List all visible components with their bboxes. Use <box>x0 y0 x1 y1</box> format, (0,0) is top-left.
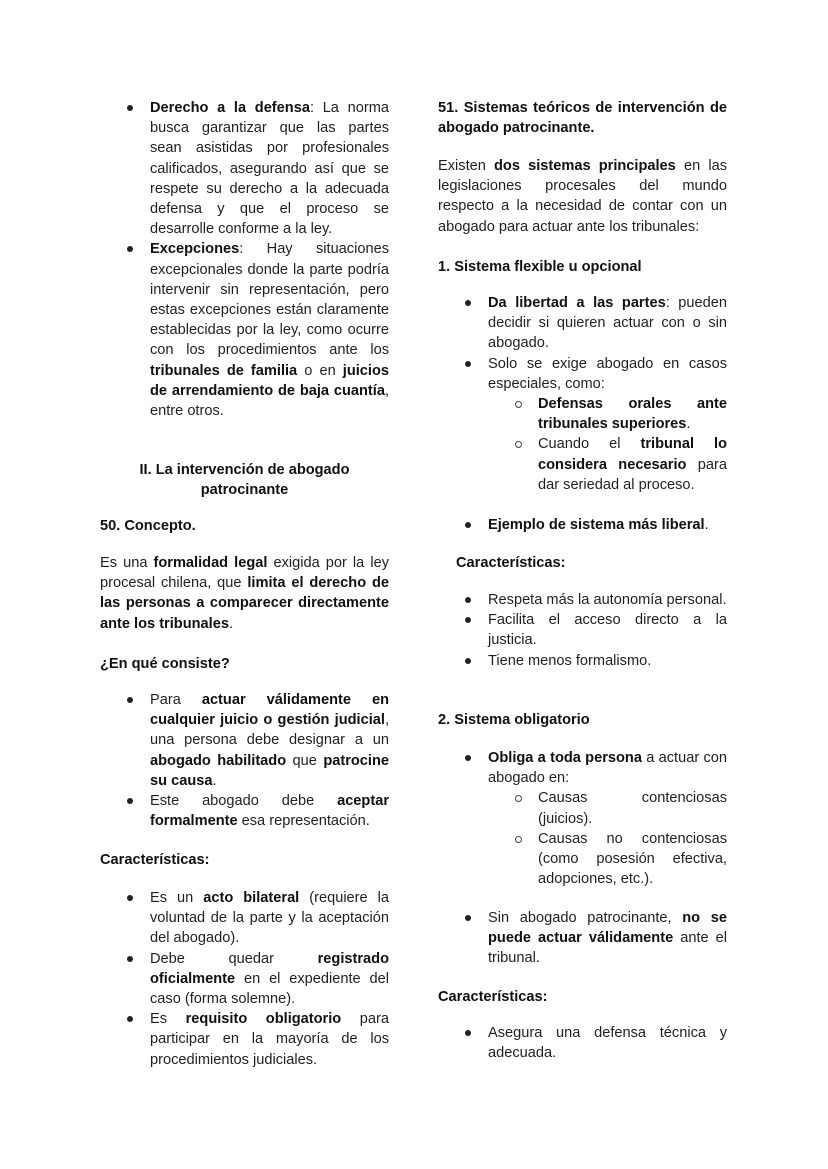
system1-heading: 1. Sistema flexible u opcional <box>438 259 642 275</box>
list-item <box>438 354 727 394</box>
bold-term: Ejemplo de sistema más liberal <box>488 517 705 533</box>
systems-intro-paragraph <box>438 156 727 237</box>
section-title-line: II. La intervención de abogado <box>139 462 350 478</box>
text: Es una <box>100 555 154 571</box>
list-item <box>438 515 727 535</box>
section-title-line: patrocinante <box>200 482 289 499</box>
bold-term: tribunal lo considera necesario <box>538 436 727 473</box>
text: Debe quedar <box>150 950 318 967</box>
text: . <box>212 772 217 789</box>
text: : pueden decidir si quieren actuar con o sin abogado. <box>488 295 727 352</box>
bold-term: aceptar formalmente <box>150 793 389 830</box>
intro-bullet-list <box>100 98 389 421</box>
list-item: Tiene menos formalismo. <box>438 651 727 671</box>
text: en el expediente del caso (forma solemne). <box>150 970 389 1008</box>
bold-term: Derecho a la defensa <box>150 100 310 116</box>
text: o en <box>297 362 343 379</box>
list-item <box>100 98 389 239</box>
text: , una persona debe designar a un <box>150 712 389 749</box>
list-item: Respeta más la autonomía personal. <box>438 590 727 610</box>
text: . <box>228 615 234 632</box>
system2-heading: 2. Sistema obligatorio <box>438 712 590 728</box>
list-item <box>100 1009 389 1070</box>
text: . <box>686 416 691 433</box>
bold-term: Defensas orales ante tribunales superiores <box>538 396 727 433</box>
text: para dar seriedad al proceso. <box>538 456 727 493</box>
list-item: Asegura una defensa técnica y adecuada. <box>438 1023 727 1063</box>
text: Es <box>150 1011 186 1028</box>
system1-caracteristicas-heading: Características: <box>456 555 566 571</box>
text: (requiere la voluntad de la parte y la aceptación del abogado). <box>150 890 390 947</box>
system2-list-continued <box>438 908 727 969</box>
text: Sin abogado patrocinante, <box>488 910 683 926</box>
system2-caracteristicas-list <box>438 1023 727 1063</box>
text: Existen <box>438 158 495 174</box>
bold-term: acto bilateral <box>203 890 300 906</box>
caracteristicas-list <box>100 888 389 1070</box>
sub-list-item: Causas contenciosas (juicios). <box>438 788 727 828</box>
text: en las legislaciones procesales del mundo respecto a la necesidad de contar con un abogado para actuar ante los tribunales: <box>438 158 727 235</box>
text: que <box>286 752 324 769</box>
bold-term: Da libertad a las partes <box>488 295 666 311</box>
bold-term: juicios de arrendamiento de baja cuantía <box>150 362 389 399</box>
section-title <box>120 460 369 500</box>
concept-heading: 50. Concepto. <box>100 518 196 534</box>
list-item <box>100 690 389 791</box>
list-item <box>100 791 389 831</box>
text: , entre otros. <box>150 382 389 420</box>
text: Solo se exige abogado en casos especiales, como: <box>488 355 727 392</box>
bold-term: patrocine su causa <box>150 752 389 789</box>
text: Es un <box>150 890 204 906</box>
bold-term: tribunales de familia <box>150 362 298 379</box>
bold-term: actuar válidamente en cualquier juicio o gestión judicial <box>150 692 389 729</box>
consiste-heading: ¿En qué consiste? <box>100 656 230 672</box>
bold-term: registrado oficialmente <box>150 950 389 987</box>
sub-list-item <box>438 434 727 495</box>
caracteristicas-heading: Características: <box>100 852 210 868</box>
text: . <box>704 517 709 533</box>
bold-term: formalidad legal <box>153 555 268 571</box>
text: : Hay situaciones excepcionales donde la parte podría intervenir sin representación, pero estas excepciones están claramente establecidas por la ley, como ocurre con los procedimientos ante los <box>150 241 389 359</box>
text: Este abogado debe <box>150 793 338 810</box>
list-item <box>100 949 389 1010</box>
list-item <box>100 888 389 949</box>
system1-caracteristicas-list <box>438 590 727 671</box>
system1-list <box>438 293 727 495</box>
sub-list-item: Causas no contenciosas (como posesión efectiva, adopciones, etc.). <box>438 829 727 890</box>
system2-caracteristicas-heading: Características: <box>438 989 548 1005</box>
text: exigida por la ley procesal chilena, que <box>100 555 389 592</box>
bold-term: no se puede actuar válidamente <box>488 910 727 947</box>
bold-term: Obliga a toda persona <box>488 750 642 766</box>
list-item <box>438 908 727 969</box>
list-item <box>438 293 727 354</box>
bold-term: Excepciones <box>150 241 240 258</box>
text: a actuar con abogado en: <box>488 750 728 787</box>
text: Cuando el <box>538 436 641 453</box>
list-item <box>438 748 727 788</box>
consiste-list <box>100 690 389 831</box>
system2-list <box>438 748 727 889</box>
list-item <box>100 239 389 421</box>
text: Para <box>150 692 202 708</box>
systems-heading: 51. Sistemas teóricos de intervención de abogado patrocinante. <box>438 100 727 137</box>
text: para participar en la mayoría de los procedimientos judiciales. <box>150 1011 389 1068</box>
concept-paragraph <box>100 553 389 634</box>
bold-term: requisito obligatorio <box>185 1011 342 1028</box>
bold-term: dos sistemas principales <box>494 158 676 174</box>
system1-example-list <box>438 515 727 535</box>
text: : La norma busca garantizar que las partes sean asistidas por profesionales calificados, asegurando así que se respete su derecho a la adecuada defensa y que el proceso se desarrolle conforme a la ley. <box>150 100 389 238</box>
bold-term: abogado habilitado <box>150 752 287 769</box>
bold-term: limita el derecho de las personas a comparecer directamente ante los tribunales <box>100 575 389 632</box>
sub-list-item <box>438 394 727 434</box>
text: esa representación. <box>237 813 370 830</box>
text: ante el tribunal. <box>488 930 727 967</box>
list-item: Facilita el acceso directo a la justicia. <box>438 610 727 650</box>
